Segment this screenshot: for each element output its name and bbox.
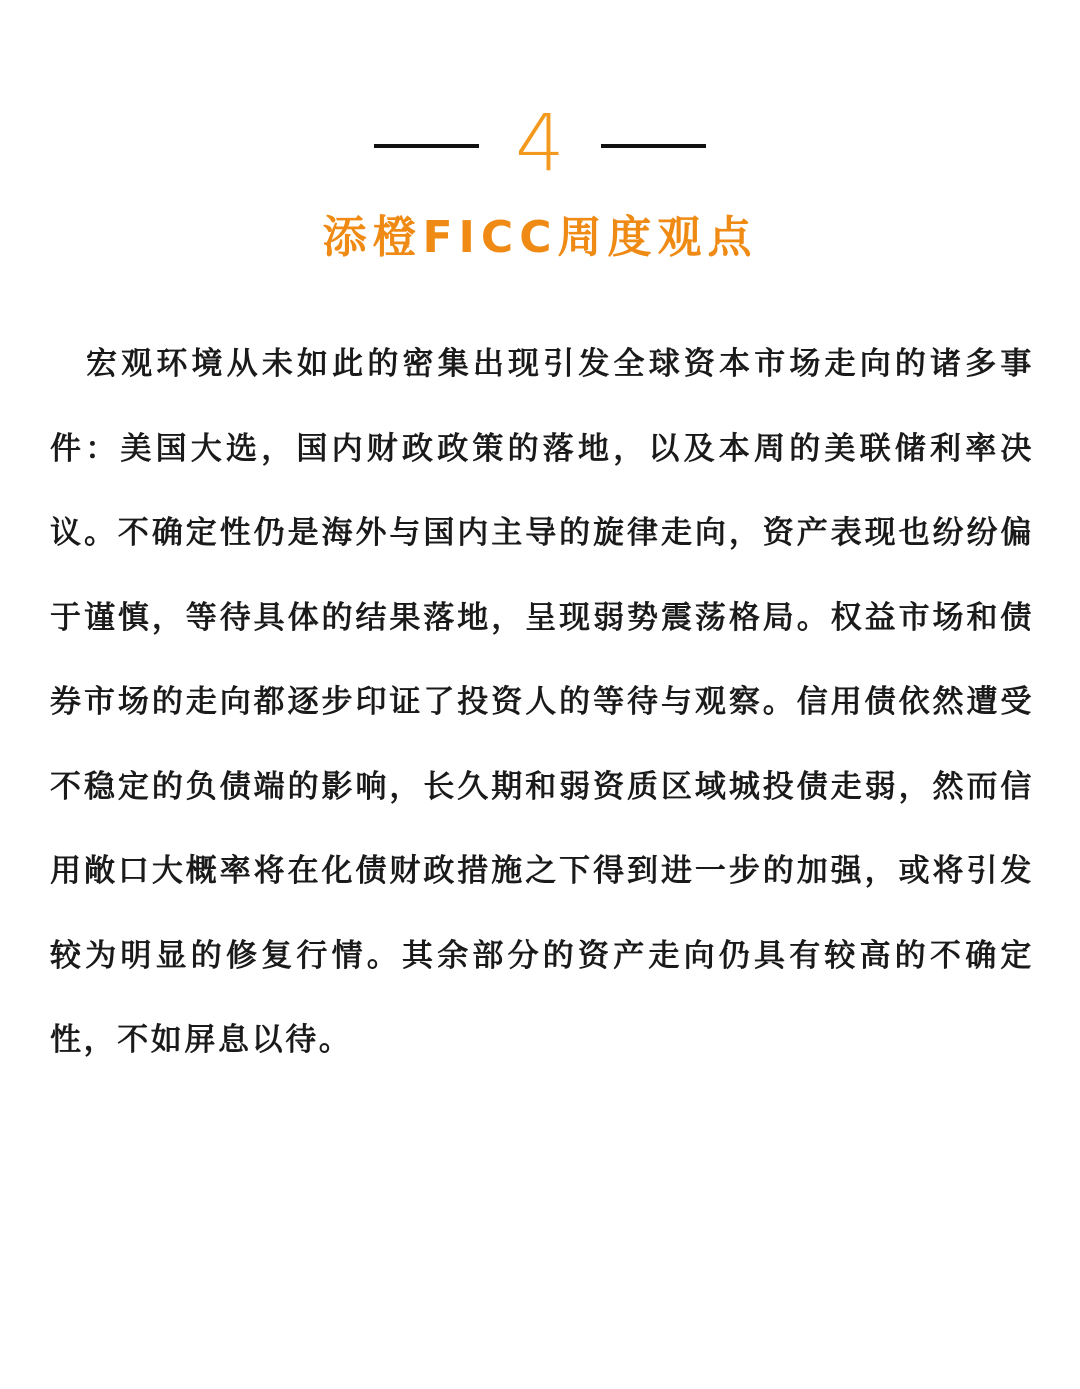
section-header	[0, 96, 1080, 196]
body-paragraph: 宏观环境从未如此的密集出现引发全球资本市场走向的诸多事件：美国大选，国内财政政策的落地，以及本周的美联储利率决议。不确定性仍是海外与国内主导的旋律走向，资产表现也纷纷偏于谨慎，等待具体的结果落地，呈现弱势震荡格局。权益市场和债券市场的走向都逐步印证了投资人的等待与观察。信用债依然遭受不稳定的负债端的影响，长久期和弱资质区域城投债走弱，然而信用敞口大概率将在化债财政措施之下得到进一步的加强，或将引发较为明显的修复行情。其余部分的资产走向仍具有较高的不确定性，不如屏息以待。	[50, 346, 1034, 1058]
header-rule-right	[601, 144, 706, 148]
section-title: 添橙FICC周度观点	[322, 212, 758, 263]
section-number: 4	[515, 99, 565, 189]
